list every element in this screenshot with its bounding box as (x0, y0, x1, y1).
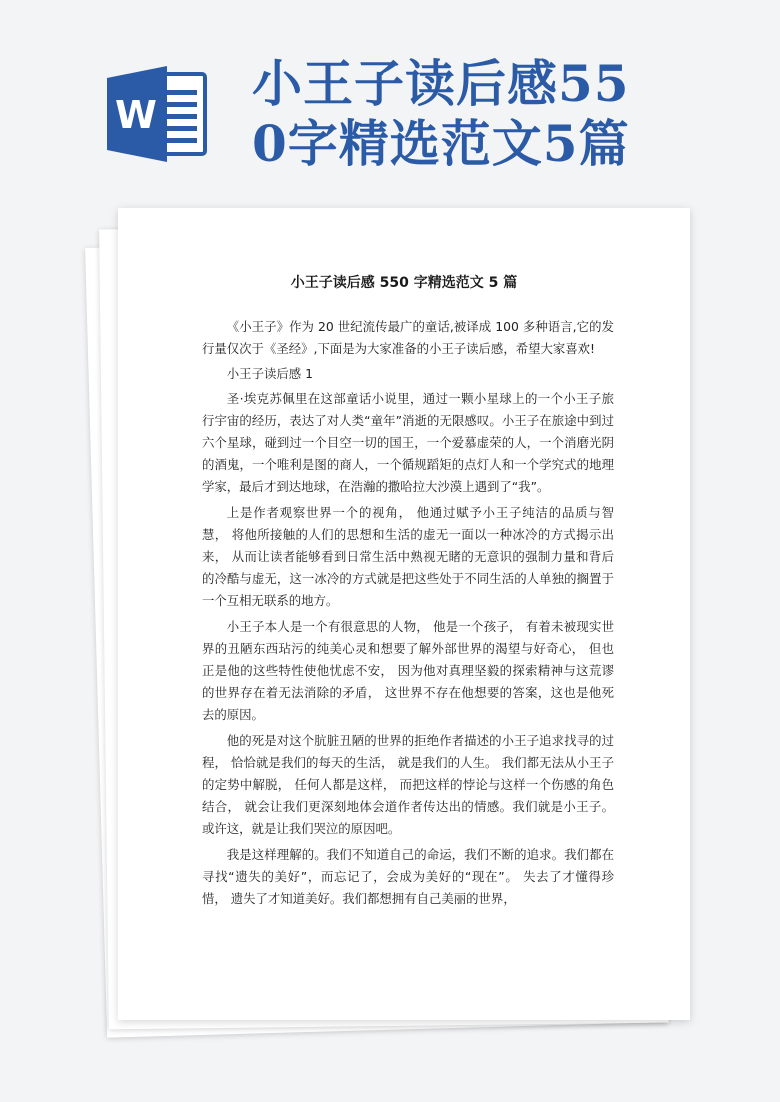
document-page (118, 208, 690, 1020)
body-paragraph: 圣·埃克苏佩里在这部童话小说里，通过一颗小星球上的一个小王子旅行宇宙的经历，表达了对人类“童年”消逝的无限感叹。小王子在旅途中到过六个星球，碰到过一个目空一切的国王，一个爱慕虚荣的人，一个消磨光阴的酒鬼，一个唯利是图的商人，一个循规蹈矩的点灯人和一个学究式的地理学家，最后才到达地球，在浩瀚的撒哈拉大沙漠上遇到了“我”。 (202, 390, 614, 495)
body-paragraph: 上是作者观察世界一个的视角， 他通过赋予小王子纯洁的品质与智慧， 将他所接触的人们的思想和生活的虚无一面以一种冰冷的方式揭示出来， 从而让读者能够看到日常生活中熟视无睹的无意识的强制力量和背后的冷酷与虚无，这一冰冷的方式就是把这些处于不同生活的人单独的搁置于一个互相无联系的地方。 (202, 504, 614, 609)
section-heading: 小王子读后感 1 (226, 366, 313, 382)
body-paragraph: 小王子本人是一个有很意思的人物， 他是一个孩子， 有着未被现实世界的丑陋东西玷污的纯美心灵和想要了解外部世界的渴望与好奇心， 但也正是他的这些特性使他忧虑不安， 因为他对真理坚毅的探索精神与这荒谬的世界存在着无法消除的矛盾， 这世界不存在他想要的答案，这也是他死去的原因。 (202, 618, 614, 723)
intro-paragraph: 《小王子》作为 20 世纪流传最广的童话,被译成 100 多种语言,它的发行量仅次于《圣经》,下面是为大家准备的小王子读后感，希望大家喜欢! (202, 319, 614, 357)
body-paragraph: 我是这样理解的。我们不知道自己的命运，我们不断的追求。我们都在寻找“遗失的美好”，而忘记了，会成为美好的“现在”。 失去了才懂得珍惜， 遗失了才知道美好。我们都想拥有自己美丽的世界， (202, 846, 614, 907)
body-paragraph: 他的死是对这个肮脏丑陋的世界的拒绝作者描述的小王子追求找寻的过程， 恰恰就是我们的每天的生活， 就是我们的人生。 我们都无法从小王子的定势中解脱， 任何人都是这样， 而把这样的悖论与这样一个伤感的角色结合， 就会让我们更深刻地体会道作者传达出的情感。我们就是小王子。 或许这，就是让我们哭泣的原因吧。 (202, 732, 614, 837)
headline-line-2: 0字精选范文5篇 (252, 114, 630, 173)
headline-line-1: 小王子读后感55 (252, 54, 630, 113)
svg-text:W: W (115, 93, 157, 137)
document-body (202, 316, 614, 913)
word-doc-icon (107, 66, 209, 162)
page-headline (252, 54, 752, 174)
document-title: 小王子读后感 550 字精选范文 5 篇 (290, 275, 518, 291)
